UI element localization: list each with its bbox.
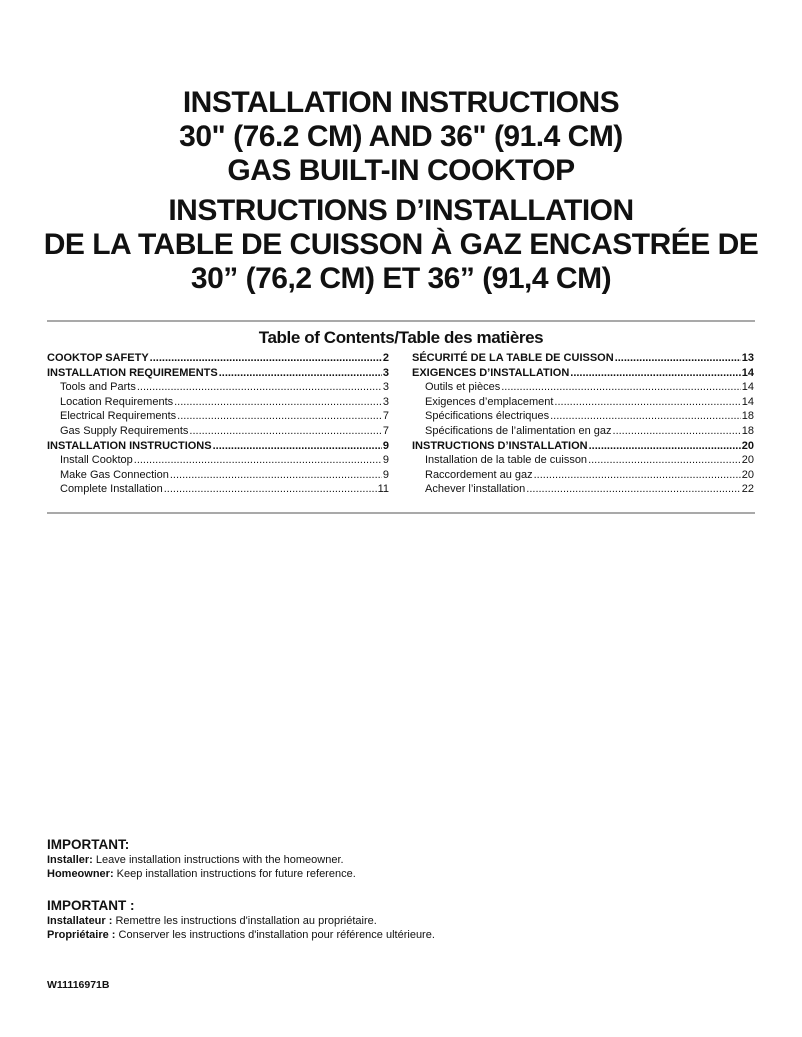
toc-entry[interactable] — [47, 439, 389, 454]
toc-dot-leader — [570, 366, 740, 381]
installer-note-en — [47, 853, 356, 867]
installer-text-en: Leave installation instructions with the homeowner. — [92, 854, 344, 866]
toc-entry-label: INSTRUCTIONS D’INSTALLATION — [412, 439, 588, 452]
toc-entry-label: Install Cooktop — [60, 454, 133, 467]
toc-english-column — [47, 351, 389, 497]
toc-entry-label: Tools and Parts — [60, 381, 136, 394]
toc-entry-page: 3 — [382, 395, 389, 408]
toc-entry-label: COOKTOP SAFETY — [47, 352, 149, 364]
toc-entry-page: 2 — [382, 352, 389, 364]
toc-entry[interactable] — [412, 395, 754, 410]
toc-entry[interactable] — [412, 468, 754, 483]
title-fr-line-1: INSTRUCTIONS D’INSTALLATION — [168, 194, 634, 227]
toc-heading: Table of Contents/Table des matières — [258, 328, 544, 347]
toc-bottom-divider — [47, 512, 755, 514]
toc-entry[interactable] — [47, 366, 389, 381]
toc-entry-label: Outils et pièces — [425, 381, 501, 394]
toc-entry-page: 18 — [741, 424, 754, 437]
toc-entry-label: EXIGENCES D’INSTALLATION — [412, 366, 570, 379]
toc-entry-label: SÉCURITÉ DE LA TABLE DE CUISSON — [412, 352, 614, 364]
toc-entry-page: 20 — [741, 468, 754, 481]
toc-dot-leader — [534, 468, 741, 483]
toc-dot-leader — [174, 395, 382, 410]
toc-dot-leader — [526, 482, 740, 497]
toc-entry-page: 11 — [377, 483, 389, 496]
toc-dot-leader — [550, 409, 741, 424]
toc-entry[interactable] — [412, 351, 754, 366]
toc-entry-page: 3 — [382, 366, 389, 379]
toc-entry-page: 22 — [741, 483, 754, 496]
toc-entry-page: 9 — [382, 439, 389, 452]
toc-entry-page: 18 — [741, 410, 754, 423]
toc-entry[interactable] — [412, 409, 754, 424]
title-fr-line-3: 30” (76,2 CM) ET 36” (91,4 CM) — [190, 262, 612, 295]
toc-dot-leader — [170, 468, 382, 483]
toc-entry-page: 7 — [382, 424, 389, 437]
toc-entry[interactable] — [47, 482, 389, 497]
toc-entry[interactable] — [412, 453, 754, 468]
toc-entry-label: Raccordement au gaz — [425, 468, 533, 481]
toc-entry-label: Location Requirements — [60, 395, 174, 408]
toc-entry-label: Achever l’installation — [425, 483, 526, 496]
owner-note-fr — [47, 928, 435, 942]
installer-label-fr: Installateur : — [47, 915, 113, 927]
owner-label-fr: Propriétaire : — [47, 929, 116, 941]
owner-text-fr: Conserver les instructions d'installation pour référence ultérieure. — [115, 929, 435, 941]
homeowner-text-en: Keep installation instructions for future reference. — [113, 868, 356, 880]
toc-entry[interactable] — [47, 395, 389, 410]
title-english — [0, 86, 802, 188]
toc-entry-label: Exigences d’emplacement — [425, 395, 554, 408]
important-heading-en: IMPORTANT: — [47, 837, 130, 852]
toc-dot-leader — [213, 439, 382, 454]
homeowner-note-en — [47, 867, 356, 881]
toc-french-column — [412, 351, 754, 497]
title-french — [0, 194, 802, 296]
toc-entry[interactable] — [412, 424, 754, 439]
toc-entry-page: 14 — [741, 381, 754, 394]
installer-text-fr: Remettre les instructions d'installation au propriétaire. — [112, 915, 377, 927]
toc-dot-leader — [150, 351, 382, 366]
toc-entry-page: 9 — [382, 454, 389, 467]
toc-entry-page: 20 — [741, 454, 754, 467]
toc-entry[interactable] — [47, 424, 389, 439]
document-code: W11116971B — [47, 979, 110, 991]
toc-entry[interactable] — [47, 468, 389, 483]
title-en-line-1: INSTALLATION INSTRUCTIONS — [182, 86, 620, 119]
toc-entry-label: Installation de la table de cuisson — [425, 454, 588, 467]
toc-dot-leader — [189, 424, 381, 439]
toc-entry-label: INSTALLATION INSTRUCTIONS — [47, 439, 212, 452]
toc-entry[interactable] — [47, 453, 389, 468]
toc-dot-leader — [554, 395, 740, 410]
toc-dot-leader — [501, 380, 741, 395]
installer-label-en: Installer: — [47, 854, 93, 866]
toc-dot-leader — [615, 351, 741, 366]
toc-entry-page: 14 — [741, 366, 754, 379]
toc-entry-label: Spécifications de l’alimentation en gaz — [425, 424, 612, 437]
toc-dot-leader — [137, 380, 382, 395]
important-notice-english — [47, 836, 356, 881]
title-en-line-3: GAS BUILT-IN COOKTOP — [227, 154, 575, 187]
toc-entry-label: Electrical Requirements — [60, 410, 177, 423]
homeowner-label-en: Homeowner: — [47, 868, 114, 880]
toc-entry-page: 9 — [382, 468, 389, 481]
toc-entry-page: 14 — [741, 395, 754, 408]
title-en-line-2: 30" (76.2 CM) AND 36" (91.4 CM) — [179, 120, 623, 153]
toc-entry[interactable] — [412, 439, 754, 454]
toc-dot-leader — [164, 482, 377, 497]
important-notice-french — [47, 897, 435, 942]
toc-entry-label: Make Gas Connection — [60, 468, 169, 481]
toc-top-divider — [47, 320, 755, 322]
toc-dot-leader — [177, 409, 382, 424]
toc-entry-label: Spécifications électriques — [425, 410, 550, 423]
toc-entry-page: 7 — [382, 410, 389, 423]
toc-dot-leader — [613, 424, 741, 439]
toc-entry-page: 3 — [382, 381, 389, 394]
toc-entry[interactable] — [47, 380, 389, 395]
toc-entry[interactable] — [412, 366, 754, 381]
toc-dot-leader — [588, 453, 741, 468]
toc-entry[interactable] — [412, 380, 754, 395]
toc-dot-leader — [589, 439, 741, 454]
important-heading-fr: IMPORTANT : — [47, 898, 135, 913]
toc-dot-leader — [219, 366, 382, 381]
toc-entry-page: 20 — [741, 439, 754, 452]
title-fr-line-2: DE LA TABLE DE CUISSON À GAZ ENCASTRÉE DE — [43, 228, 759, 261]
toc-entry[interactable] — [47, 409, 389, 424]
toc-entry-label: INSTALLATION REQUIREMENTS — [47, 366, 218, 379]
installer-note-fr — [47, 914, 435, 928]
toc-dot-leader — [134, 453, 382, 468]
toc-entry[interactable] — [412, 482, 754, 497]
toc-entry-page: 13 — [741, 352, 754, 364]
toc-entry[interactable] — [47, 351, 389, 366]
toc-entry-label: Complete Installation — [60, 483, 163, 496]
toc-entry-label: Gas Supply Requirements — [60, 424, 189, 437]
